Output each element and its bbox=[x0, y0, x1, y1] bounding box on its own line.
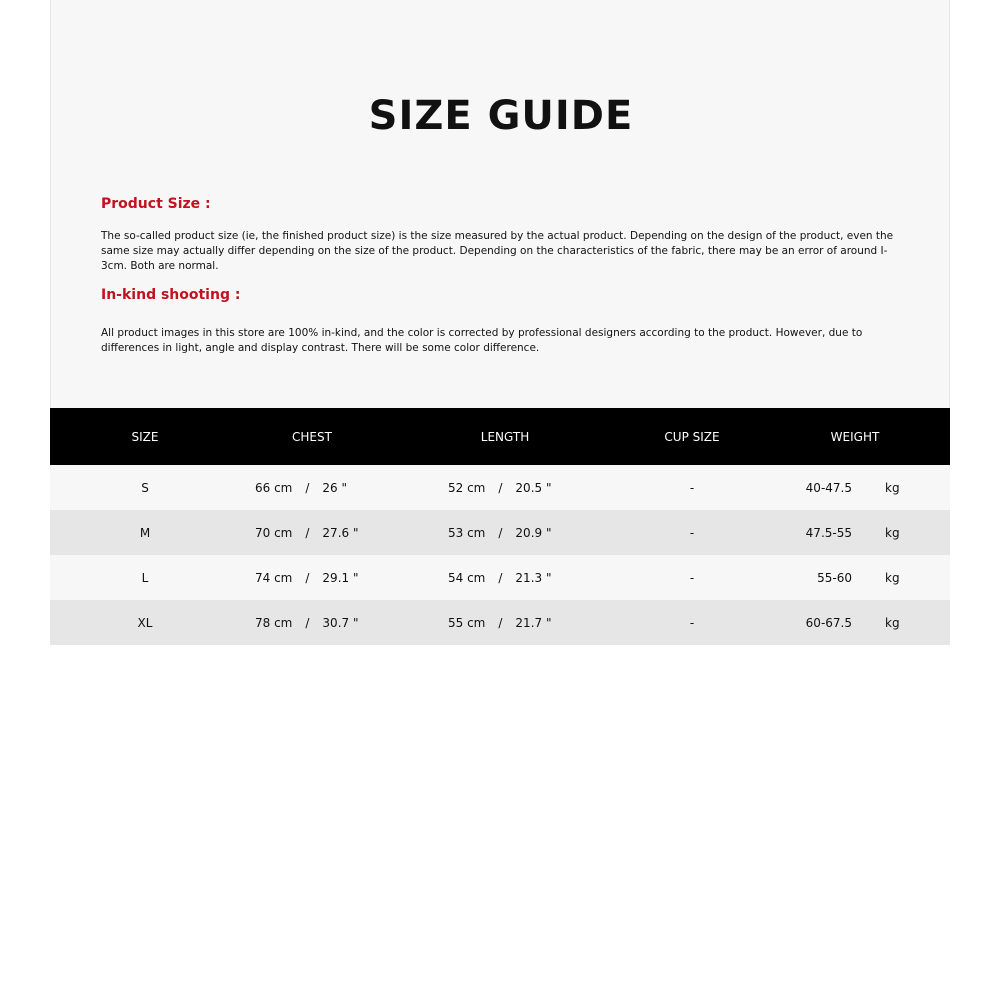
chest-inches: 30.7 " bbox=[322, 615, 359, 630]
chest-separator: / bbox=[305, 615, 310, 630]
weight-cell bbox=[790, 555, 920, 600]
length-cm: 54 cm bbox=[448, 570, 486, 585]
header-weight: WEIGHT bbox=[830, 429, 880, 444]
chest-cell bbox=[255, 555, 370, 600]
chest-cell bbox=[255, 465, 370, 510]
cup-size-value: - bbox=[689, 525, 695, 540]
weight-unit: kg bbox=[885, 570, 900, 585]
weight-cell bbox=[790, 600, 920, 645]
cup-size-cell bbox=[642, 510, 742, 555]
cup-size-cell bbox=[642, 600, 742, 645]
chest-separator: / bbox=[305, 525, 310, 540]
table-row bbox=[50, 600, 950, 645]
weight-value: 55-60 bbox=[817, 570, 852, 585]
table-row bbox=[50, 510, 950, 555]
in-kind-text: All product images in this store are 100% in-kind, and the color is corrected by professional designers according to the product. However, due to differences in light, angle and display contrast. There will be some color difference. bbox=[101, 327, 863, 354]
size-guide-panel bbox=[50, 0, 950, 408]
length-cell bbox=[448, 555, 563, 600]
length-separator: / bbox=[498, 525, 503, 540]
page-title: SIZE GUIDE bbox=[368, 93, 634, 139]
header-length: LENGTH bbox=[480, 429, 530, 444]
weight-value: 40-47.5 bbox=[805, 480, 852, 495]
table-row bbox=[50, 555, 950, 600]
chest-cm: 78 cm bbox=[255, 615, 293, 630]
size-value: M bbox=[139, 525, 151, 540]
table-body bbox=[50, 465, 950, 645]
in-kind-heading: In-kind shooting : bbox=[101, 287, 241, 303]
chest-cm: 74 cm bbox=[255, 570, 293, 585]
length-inches: 20.9 " bbox=[515, 525, 552, 540]
length-separator: / bbox=[498, 615, 503, 630]
chest-inches: 26 " bbox=[322, 480, 348, 495]
chest-cm: 70 cm bbox=[255, 525, 293, 540]
length-cm: 53 cm bbox=[448, 525, 486, 540]
length-cell bbox=[448, 465, 563, 510]
chest-cell bbox=[255, 510, 370, 555]
table-header bbox=[50, 408, 950, 465]
weight-value: 47.5-55 bbox=[805, 525, 852, 540]
length-inches: 20.5 " bbox=[515, 480, 552, 495]
size-cell bbox=[100, 465, 190, 510]
size-cell bbox=[100, 555, 190, 600]
length-inches: 21.3 " bbox=[515, 570, 552, 585]
length-cell bbox=[448, 510, 563, 555]
weight-cell bbox=[790, 510, 920, 555]
size-cell bbox=[100, 600, 190, 645]
header-size: SIZE bbox=[131, 429, 159, 444]
weight-unit: kg bbox=[885, 615, 900, 630]
length-cm: 55 cm bbox=[448, 615, 486, 630]
weight-unit: kg bbox=[885, 480, 900, 495]
chest-cm: 66 cm bbox=[255, 480, 293, 495]
weight-value: 60-67.5 bbox=[805, 615, 852, 630]
weight-cell bbox=[790, 465, 920, 510]
length-inches: 21.7 " bbox=[515, 615, 552, 630]
length-separator: / bbox=[498, 480, 503, 495]
cup-size-value: - bbox=[689, 570, 695, 585]
weight-unit: kg bbox=[885, 525, 900, 540]
product-size-heading: Product Size : bbox=[101, 196, 211, 212]
chest-cell bbox=[255, 600, 370, 645]
cup-size-value: - bbox=[689, 480, 695, 495]
length-cm: 52 cm bbox=[448, 480, 486, 495]
chest-separator: / bbox=[305, 480, 310, 495]
header-cup-size: CUP SIZE bbox=[664, 429, 720, 444]
chest-separator: / bbox=[305, 570, 310, 585]
table-row bbox=[50, 465, 950, 510]
size-value: L bbox=[141, 570, 149, 585]
header-chest: CHEST bbox=[292, 429, 332, 444]
chest-inches: 29.1 " bbox=[322, 570, 359, 585]
size-value: XL bbox=[137, 615, 153, 630]
cup-size-cell bbox=[642, 555, 742, 600]
length-separator: / bbox=[498, 570, 503, 585]
product-size-text: The so-called product size (ie, the finished product size) is the size measured by the actual product. Depending on the design of the product, even the same size may actually differ depending on the size of the product. Depending on the characteristics of the fabric, there may be an error of around I-3cm. Both are normal. bbox=[101, 230, 894, 272]
cup-size-value: - bbox=[689, 615, 695, 630]
length-cell bbox=[448, 600, 563, 645]
cup-size-cell bbox=[642, 465, 742, 510]
size-table bbox=[50, 408, 950, 645]
size-cell bbox=[100, 510, 190, 555]
size-value: S bbox=[141, 480, 149, 495]
chest-inches: 27.6 " bbox=[322, 525, 359, 540]
